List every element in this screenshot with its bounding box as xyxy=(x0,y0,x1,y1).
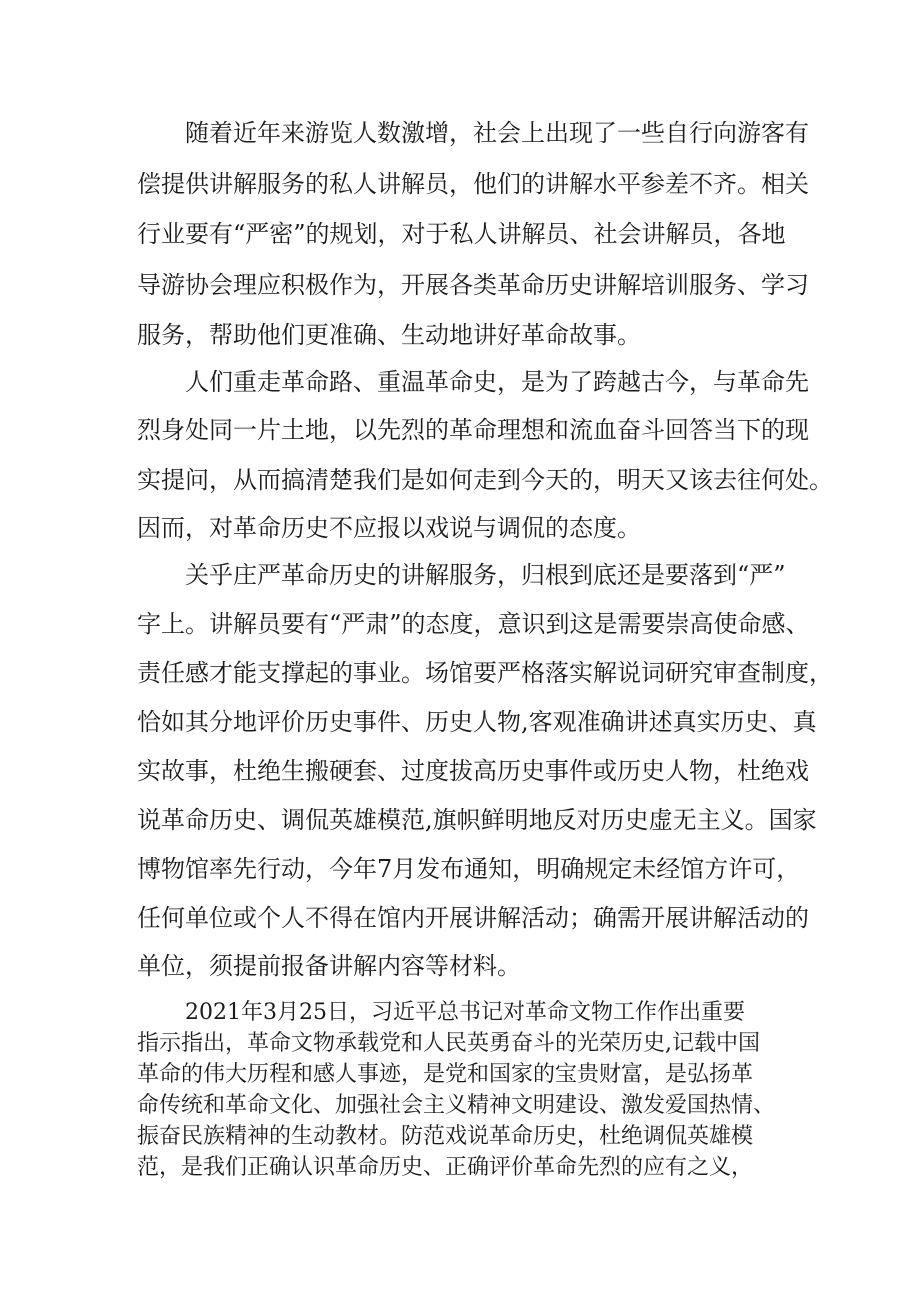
paragraph-line: 因而，对革命历史不应报以戏说与调侃的态度。 xyxy=(137,514,641,542)
paragraph-line: 单位，须提前报备讲解内容等材料。 xyxy=(137,952,521,980)
paragraph-line: 责任感才能支撑起的事业。场馆要严格落实解说词研究审查制度， xyxy=(137,659,833,687)
paragraph-line: 范，是我们正确认识革命历史、正确评价革命先烈的应有之义， xyxy=(137,1155,754,1180)
paragraph-line: 行业要有“严密”的规划，对于私人讲解员、社会讲解员，各地 xyxy=(137,220,786,248)
paragraph-line: 实提问，从而搞清楚我们是如何走到今天的，明天又该去往何处。 xyxy=(137,466,833,494)
paragraph-line: 2021年3月25日，习近平总书记对革命文物工作作出重要 xyxy=(185,1000,745,1025)
paragraph-line: 偿提供讲解服务的私人讲解员，他们的讲解水平参差不齐。相关 xyxy=(137,170,809,198)
paragraph-line: 命传统和革命文化、加强社会主义精神文明建设、激发爱国热情、 xyxy=(137,1093,776,1118)
paragraph-line: 任何单位或个人不得在馆内开展讲解活动；确需开展讲解活动的 xyxy=(137,904,809,932)
paragraph-line: 实故事，杜绝生搬硬套、过度拔高历史事件或历史人物，杜绝戏 xyxy=(137,757,809,785)
paragraph-line: 振奋民族精神的生动教材。防范戏说革命历史，杜绝调侃英雄模 xyxy=(137,1124,754,1149)
paragraph-line: 人们重走革命路、重温革命史，是为了跨越古今，与革命先 xyxy=(185,368,809,396)
paragraph-line: 关乎庄严革命历史的讲解服务，归根到底还是要落到“严” xyxy=(185,561,786,589)
paragraph-line: 博物馆率先行动，今年7月发布通知，明确规定未经馆方许可， xyxy=(137,855,801,883)
paragraph-line: 随着近年来游览人数激增，社会上出现了一些自行向游客有 xyxy=(185,119,809,147)
paragraph-line: 导游协会理应积极作为，开展各类革命历史讲解培训服务、学习 xyxy=(137,271,809,299)
paragraph-line: 恰如其分地评价历史事件、历史人物,客观准确讲述真实历史、真 xyxy=(137,708,817,736)
paragraph-line: 说革命历史、调侃英雄模范,旗帜鲜明地反对历史虚无主义。国家 xyxy=(137,806,817,834)
paragraph-line: 字上。讲解员要有“严肃”的态度，意识到这是需要崇高使命感、 xyxy=(137,610,810,638)
paragraph-line: 服务，帮助他们更准确、生动地讲好革命故事。 xyxy=(137,321,641,349)
paragraph-line: 烈身处同一片土地，以先烈的革命理想和流血奋斗回答当下的现 xyxy=(137,416,809,444)
paragraph-line: 指示指出，革命文物承载党和人民英勇奋斗的光荣历史,记载中国 xyxy=(137,1031,760,1056)
paragraph-line: 革命的伟大历程和感人事迹，是党和国家的宝贵财富，是弘扬革 xyxy=(137,1062,754,1087)
